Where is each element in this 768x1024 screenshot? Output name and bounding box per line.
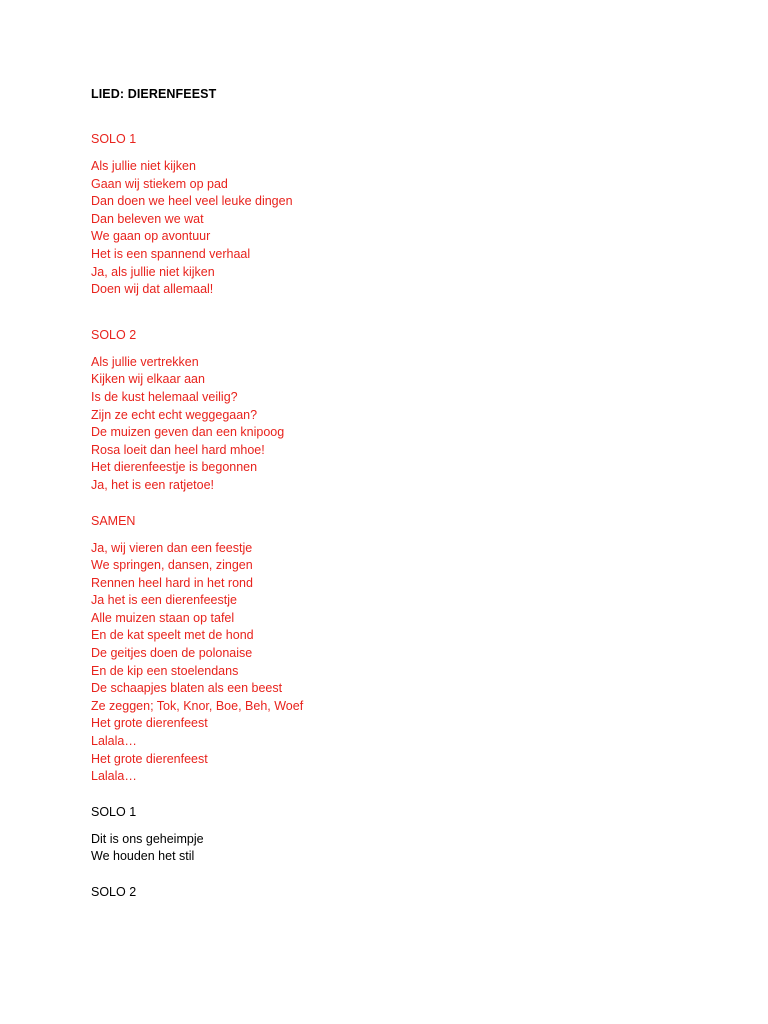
verse-line: De geitjes doen de polonaise — [91, 646, 253, 661]
verse-line: We springen, dansen, zingen — [91, 558, 253, 573]
spacer — [91, 299, 691, 327]
verse-line: Als jullie niet kijken — [91, 159, 196, 173]
verse-lines — [91, 158, 691, 299]
verse-line: Ja, het is een ratjetoe! — [91, 477, 214, 492]
verse-line: En de kip een stoelendans — [91, 663, 239, 678]
verse-line: We houden het stil — [91, 849, 195, 864]
verse-lines — [91, 354, 691, 495]
section-heading: SOLO 2 — [91, 885, 137, 899]
verse-line: De muizen geven dan een knipoog — [91, 425, 285, 440]
verse-line: Het grote dierenfeest — [91, 751, 208, 766]
verse-line: Ja het is een dierenfeestje — [91, 593, 237, 608]
section-solo-2-second — [91, 884, 691, 901]
verse-line: Rosa loeit dan heel hard mhoe! — [91, 442, 265, 457]
verse-line: Het is een spannend verhaal — [91, 246, 251, 261]
verse-line: Zijn ze echt echt weggegaan? — [91, 407, 258, 422]
section-heading: SOLO 2 — [91, 327, 137, 342]
section-heading: SOLO 1 — [91, 804, 137, 819]
verse-line: Kijken wij elkaar aan — [91, 372, 205, 387]
verse-line: Lalala… — [91, 734, 137, 749]
spacer — [91, 495, 691, 513]
verse-line: Alle muizen staan op tafel — [91, 610, 235, 625]
verse-line: Dit is ons geheimpje — [91, 831, 204, 846]
verse-line: Is de kust helemaal veilig? — [91, 389, 238, 404]
verse-line: Ja, als jullie niet kijken — [91, 264, 215, 279]
verse-line: Het dierenfeestje is begonnen — [91, 460, 258, 475]
verse-line: Ze zeggen; Tok, Knor, Boe, Beh, Woef — [91, 698, 304, 713]
section-solo-2 — [91, 327, 691, 495]
verse-lines — [91, 540, 691, 786]
section-samen — [91, 513, 691, 786]
spacer — [91, 866, 691, 884]
spacer — [91, 786, 691, 804]
verse-line: Als jullie vertrekken — [91, 354, 199, 369]
verse-line: Het grote dierenfeest — [91, 716, 208, 731]
verse-line: We gaan op avontuur — [91, 229, 211, 244]
section-heading: SAMEN — [91, 513, 136, 528]
verse-line: Gaan wij stiekem op pad — [91, 176, 228, 191]
verse-line: Lalala… — [91, 769, 137, 784]
verse-lines — [91, 831, 691, 866]
verse-line: Dan beleven we wat — [91, 211, 204, 226]
verse-line: Dan doen we heel veel leuke dingen — [91, 194, 293, 209]
song-title: LIED: DIERENFEEST — [91, 87, 217, 101]
verse-line: Rennen heel hard in het rond — [91, 575, 253, 590]
verse-line: Doen wij dat allemaal! — [91, 282, 214, 297]
section-solo-1 — [91, 131, 691, 299]
section-heading: SOLO 1 — [91, 132, 137, 146]
section-solo-1-second — [91, 804, 691, 866]
song-document — [91, 86, 691, 911]
verse-line: De schaapjes blaten als een beest — [91, 681, 283, 696]
verse-line: En de kat speelt met de hond — [91, 628, 254, 643]
verse-line: Ja, wij vieren dan een feestje — [91, 540, 253, 555]
